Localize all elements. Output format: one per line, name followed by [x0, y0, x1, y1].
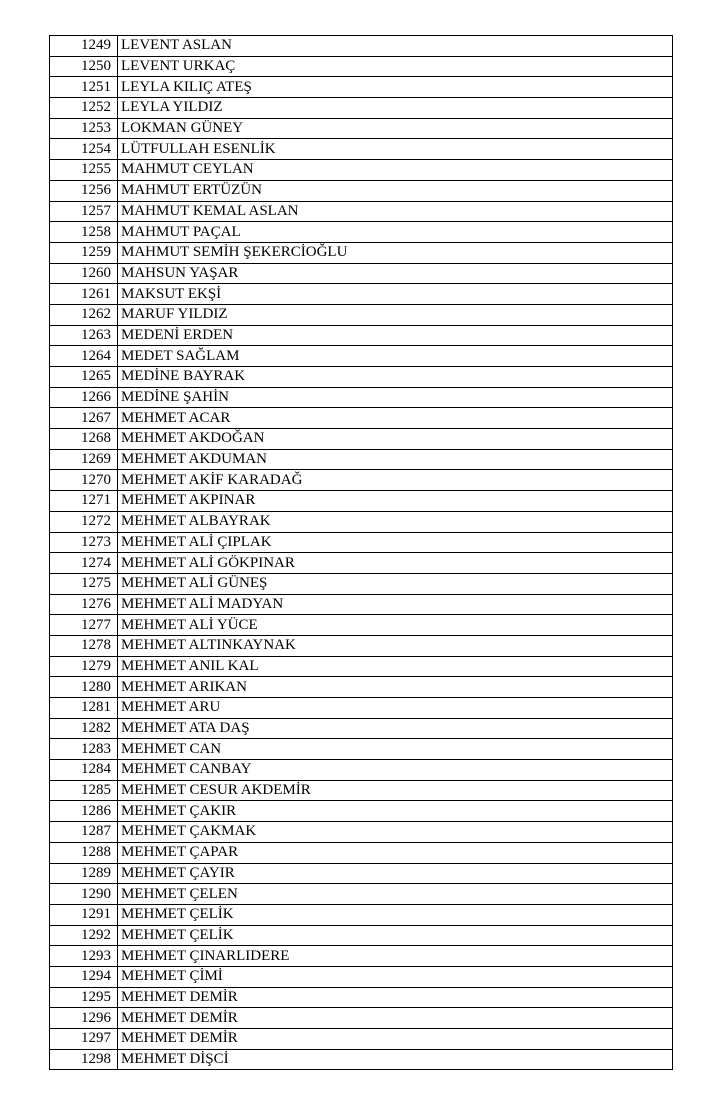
table-row [50, 367, 673, 388]
table-row [50, 1008, 673, 1029]
table-row [50, 594, 673, 615]
table-row [50, 201, 673, 222]
person-name-cell: LEYLA KILIÇ ATEŞ [118, 77, 673, 98]
person-name-cell: MEHMET ALTINKAYNAK [118, 635, 673, 656]
row-number-cell: 1276 [50, 594, 118, 615]
person-name-cell: MARUF YILDIZ [118, 304, 673, 325]
table-row [50, 242, 673, 263]
table-row [50, 780, 673, 801]
table-row [50, 698, 673, 719]
row-number-cell: 1298 [50, 1049, 118, 1070]
row-number-cell: 1281 [50, 698, 118, 719]
table-row [50, 863, 673, 884]
person-name-cell: MEHMET ÇİMİ [118, 966, 673, 987]
table-row [50, 139, 673, 160]
row-number-cell: 1294 [50, 966, 118, 987]
row-number-cell: 1288 [50, 842, 118, 863]
row-number-cell: 1256 [50, 180, 118, 201]
person-name-cell: MEHMET DEMİR [118, 987, 673, 1008]
table-row [50, 677, 673, 698]
table-row [50, 56, 673, 77]
person-name-cell: MAHMUT SEMİH ŞEKERCİOĞLU [118, 242, 673, 263]
table-row [50, 1049, 673, 1070]
person-name-cell: MEHMET ÇAKIR [118, 801, 673, 822]
row-number-cell: 1284 [50, 760, 118, 781]
table-row [50, 387, 673, 408]
name-list-body [50, 36, 673, 1070]
row-number-cell: 1259 [50, 242, 118, 263]
person-name-cell: MEHMET ÇINARLIDERE [118, 946, 673, 967]
row-number-cell: 1277 [50, 615, 118, 636]
row-number-cell: 1250 [50, 56, 118, 77]
row-number-cell: 1295 [50, 987, 118, 1008]
table-row [50, 615, 673, 636]
row-number-cell: 1260 [50, 263, 118, 284]
table-row [50, 760, 673, 781]
person-name-cell: MEHMET CANBAY [118, 760, 673, 781]
row-number-cell: 1270 [50, 470, 118, 491]
table-row [50, 491, 673, 512]
table-row [50, 346, 673, 367]
table-row [50, 118, 673, 139]
table-row [50, 429, 673, 450]
row-number-cell: 1266 [50, 387, 118, 408]
table-row [50, 449, 673, 470]
row-number-cell: 1268 [50, 429, 118, 450]
table-row [50, 511, 673, 532]
row-number-cell: 1282 [50, 718, 118, 739]
person-name-cell: MEHMET CESUR AKDEMİR [118, 780, 673, 801]
row-number-cell: 1285 [50, 780, 118, 801]
table-row [50, 739, 673, 760]
table-row [50, 966, 673, 987]
table-row [50, 656, 673, 677]
table-row [50, 553, 673, 574]
person-name-cell: MEHMET DEMİR [118, 1008, 673, 1029]
table-row [50, 532, 673, 553]
person-name-cell: MEHMET ÇELİK [118, 904, 673, 925]
row-number-cell: 1258 [50, 222, 118, 243]
person-name-cell: MAHMUT KEMAL ASLAN [118, 201, 673, 222]
row-number-cell: 1278 [50, 635, 118, 656]
row-number-cell: 1272 [50, 511, 118, 532]
person-name-cell: LÜTFULLAH ESENLİK [118, 139, 673, 160]
row-number-cell: 1261 [50, 284, 118, 305]
person-name-cell: MEHMET ÇELEN [118, 884, 673, 905]
table-row [50, 180, 673, 201]
row-number-cell: 1251 [50, 77, 118, 98]
row-number-cell: 1267 [50, 408, 118, 429]
row-number-cell: 1290 [50, 884, 118, 905]
person-name-cell: MAHSUN YAŞAR [118, 263, 673, 284]
person-name-cell: MEDET SAĞLAM [118, 346, 673, 367]
row-number-cell: 1292 [50, 925, 118, 946]
table-row [50, 635, 673, 656]
table-row [50, 946, 673, 967]
row-number-cell: 1271 [50, 491, 118, 512]
row-number-cell: 1279 [50, 656, 118, 677]
table-row [50, 925, 673, 946]
person-name-cell: MEHMET ÇAYIR [118, 863, 673, 884]
table-row [50, 573, 673, 594]
row-number-cell: 1287 [50, 822, 118, 843]
row-number-cell: 1289 [50, 863, 118, 884]
table-row [50, 222, 673, 243]
table-row [50, 801, 673, 822]
row-number-cell: 1254 [50, 139, 118, 160]
person-name-cell: MEHMET ÇAPAR [118, 842, 673, 863]
person-name-cell: MEDİNE BAYRAK [118, 367, 673, 388]
person-name-cell: MEHMET DİŞCİ [118, 1049, 673, 1070]
row-number-cell: 1286 [50, 801, 118, 822]
person-name-cell: MEHMET CAN [118, 739, 673, 760]
table-row [50, 36, 673, 57]
name-list-table [49, 35, 673, 1070]
person-name-cell: MEHMET ALİ GÜNEŞ [118, 573, 673, 594]
person-name-cell: MEHMET AKDUMAN [118, 449, 673, 470]
person-name-cell: LEYLA YILDIZ [118, 98, 673, 119]
table-row [50, 284, 673, 305]
table-row [50, 160, 673, 181]
person-name-cell: MEHMET ALİ ÇIPLAK [118, 532, 673, 553]
person-name-cell: MAHMUT ERTÜZÜN [118, 180, 673, 201]
person-name-cell: MEHMET ANIL KAL [118, 656, 673, 677]
person-name-cell: LEVENT URKAÇ [118, 56, 673, 77]
table-row [50, 263, 673, 284]
row-number-cell: 1293 [50, 946, 118, 967]
person-name-cell: MEHMET AKDOĞAN [118, 429, 673, 450]
person-name-cell: MEHMET ALİ YÜCE [118, 615, 673, 636]
row-number-cell: 1257 [50, 201, 118, 222]
person-name-cell: MEDENİ ERDEN [118, 325, 673, 346]
person-name-cell: MEHMET ALİ GÖKPINAR [118, 553, 673, 574]
row-number-cell: 1262 [50, 304, 118, 325]
table-row [50, 77, 673, 98]
table-row [50, 325, 673, 346]
table-row [50, 98, 673, 119]
person-name-cell: MEHMET ALİ MADYAN [118, 594, 673, 615]
person-name-cell: MAHMUT CEYLAN [118, 160, 673, 181]
table-row [50, 904, 673, 925]
table-row [50, 822, 673, 843]
row-number-cell: 1296 [50, 1008, 118, 1029]
row-number-cell: 1280 [50, 677, 118, 698]
table-row [50, 304, 673, 325]
table-row [50, 842, 673, 863]
person-name-cell: MEHMET ATA DAŞ [118, 718, 673, 739]
person-name-cell: MAKSUT EKŞİ [118, 284, 673, 305]
row-number-cell: 1273 [50, 532, 118, 553]
person-name-cell: MEHMET ARU [118, 698, 673, 719]
row-number-cell: 1252 [50, 98, 118, 119]
person-name-cell: LEVENT ASLAN [118, 36, 673, 57]
table-row [50, 470, 673, 491]
person-name-cell: LOKMAN GÜNEY [118, 118, 673, 139]
row-number-cell: 1253 [50, 118, 118, 139]
row-number-cell: 1297 [50, 1029, 118, 1050]
person-name-cell: MEHMET ARIKAN [118, 677, 673, 698]
person-name-cell: MEHMET ÇAKMAK [118, 822, 673, 843]
table-row [50, 987, 673, 1008]
row-number-cell: 1265 [50, 367, 118, 388]
table-row [50, 718, 673, 739]
person-name-cell: MEHMET ALBAYRAK [118, 511, 673, 532]
row-number-cell: 1269 [50, 449, 118, 470]
person-name-cell: MEHMET AKİF KARADAĞ [118, 470, 673, 491]
row-number-cell: 1275 [50, 573, 118, 594]
person-name-cell: MEHMET AKPINAR [118, 491, 673, 512]
person-name-cell: MEHMET ACAR [118, 408, 673, 429]
row-number-cell: 1283 [50, 739, 118, 760]
row-number-cell: 1249 [50, 36, 118, 57]
row-number-cell: 1291 [50, 904, 118, 925]
person-name-cell: MEDİNE ŞAHİN [118, 387, 673, 408]
person-name-cell: MAHMUT PAÇAL [118, 222, 673, 243]
person-name-cell: MEHMET DEMİR [118, 1029, 673, 1050]
row-number-cell: 1263 [50, 325, 118, 346]
row-number-cell: 1264 [50, 346, 118, 367]
row-number-cell: 1274 [50, 553, 118, 574]
table-row [50, 884, 673, 905]
row-number-cell: 1255 [50, 160, 118, 181]
person-name-cell: MEHMET ÇELİK [118, 925, 673, 946]
table-row [50, 1029, 673, 1050]
table-row [50, 408, 673, 429]
